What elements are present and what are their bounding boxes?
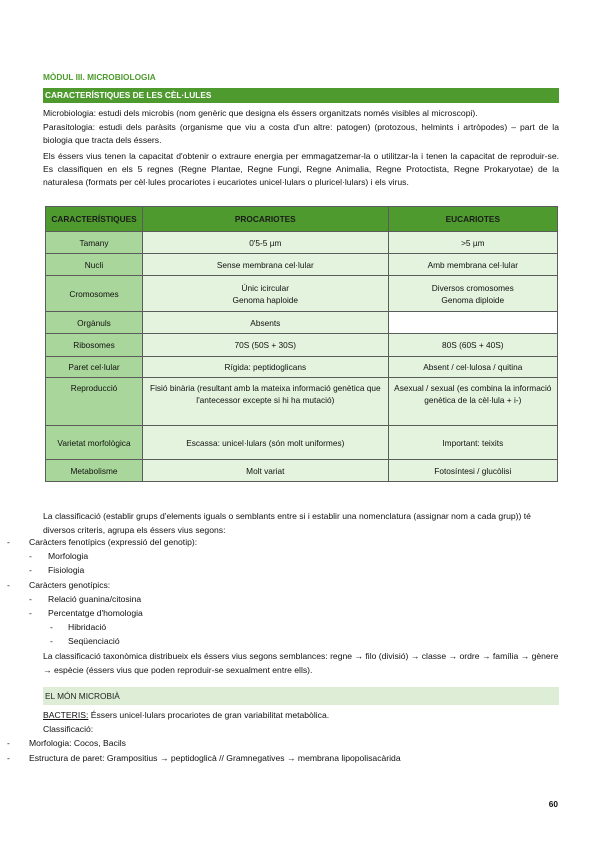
module-title: MÒDUL III. MICROBIOLOGIA bbox=[43, 72, 156, 82]
prokaryote-value: Molt variat bbox=[143, 460, 389, 482]
eukaryote-value: >5 µm bbox=[388, 232, 557, 254]
prokaryote-value: 0'5-5 µm bbox=[143, 232, 389, 254]
classification-intro: La classificació (establir grups d'elements iguals o semblants entre si i establir una nomenclatura (assignar nom a cada grup)) té diversos criteris, agrupa els éssers vius segons: bbox=[43, 511, 531, 536]
row-label: Reproducció bbox=[46, 378, 143, 426]
list-item: - Hibridació bbox=[50, 622, 107, 633]
prokaryote-value: Únic icircular Genoma haploide bbox=[143, 276, 389, 312]
list-item: - Caràcters genotípics: bbox=[7, 579, 111, 590]
prokaryote-value: 70S (50S + 30S) bbox=[143, 334, 389, 357]
row-label: Cromosomes bbox=[46, 276, 143, 312]
section-title: CARACTERÍSTIQUES DE LES CÈL·LULES bbox=[43, 88, 559, 103]
table-row bbox=[46, 232, 558, 254]
row-label: Orgànuls bbox=[46, 312, 143, 334]
prokaryote-value: Absents bbox=[143, 312, 389, 334]
bacteria-text: Éssers unicel·lulars procariotes de gran variabilitat metabòlica. bbox=[90, 710, 330, 720]
eukaryote-value: Amb membrana cel·lular bbox=[388, 254, 557, 276]
list-item: - Relació guanina/citosina bbox=[29, 593, 142, 604]
table-row bbox=[46, 312, 558, 334]
list-item: - Seqüenciació bbox=[50, 636, 120, 647]
eukaryote-value: Fotosíntesi / glucòlisi bbox=[388, 460, 557, 482]
row-label: Tamany bbox=[46, 232, 143, 254]
intro-microbiologia: Microbiologia: estudi dels microbis (nom genèric que designa els éssers organitzats només visibles al microscopi). bbox=[43, 108, 478, 118]
eukaryote-value: Asexual / sexual (es combina la informació genètica de la cèl·lula + i-) bbox=[388, 378, 557, 426]
list-item: - Percentatge d'homologia bbox=[29, 607, 143, 618]
cell-comparison-table bbox=[45, 206, 558, 482]
eukaryote-value: Absent / cel·lulosa / quitina bbox=[388, 357, 557, 378]
table-row bbox=[46, 357, 558, 378]
bacteria-section bbox=[7, 708, 559, 765]
header-prokaryotes: PROCARIOTES bbox=[143, 207, 389, 232]
prokaryote-value: Escassa: unicel·lulars (són molt uniformes) bbox=[143, 426, 389, 460]
table-row bbox=[46, 460, 558, 482]
eukaryote-value: Important: teixits bbox=[388, 426, 557, 460]
eukaryote-value: 80S (60S + 40S) bbox=[388, 334, 557, 357]
table-row bbox=[46, 378, 558, 426]
intro-essers-vius: Els éssers vius tenen la capacitat d'obtenir o extraure energia per emmagatzemar-la o utilitzar-la i tenen la capacitat de reproduir-se. Es classifiquen en els 5 regnes (Regne Plantae, Regne Fungi, Regne Animalia, Regne Protoctista, Regne Prokaryotae) de la naturalesa (formats per cèl·lules procariotes i eucariotes unicel·lulars o pluricel·lulars) i els virus. bbox=[43, 151, 559, 188]
row-label: Paret cel·lular bbox=[46, 357, 143, 378]
list-item: - Morfologia bbox=[29, 551, 89, 562]
eukaryote-value: Diversos cromosomes Genoma diploide bbox=[388, 276, 557, 312]
eukaryote-value bbox=[388, 312, 557, 334]
prokaryote-value: Rígida: peptidoglicans bbox=[143, 357, 389, 378]
classification-label: Classificació: bbox=[43, 724, 94, 735]
row-label: Varietat morfològica bbox=[46, 426, 143, 460]
prokaryote-value: Fisió binària (resultant amb la mateixa informació genètica que l'antecessor excepte si hi ha mutació) bbox=[143, 378, 389, 426]
bacteria-label: BACTERIS: bbox=[43, 710, 89, 720]
taxonomy-text: La classificació taxonòmica distribueix els éssers vius segons semblances: regne → filo (divisió) → classe → ordre → família → gènere → espècie (éssers vius que poden reproduir-se sexualment entre ells). bbox=[43, 650, 559, 675]
table-row bbox=[46, 426, 558, 460]
row-label: Metabolisme bbox=[46, 460, 143, 482]
criteria-list bbox=[7, 535, 563, 677]
list-item: - Fisiologia bbox=[29, 565, 85, 576]
list-item: - Estructura de paret: Grampositius → peptidoglicà // Gramnegatives → membrana lipopolisacàrida bbox=[7, 752, 401, 763]
table-row bbox=[46, 276, 558, 312]
page-number: 60 bbox=[548, 799, 558, 809]
prokaryote-value: Sense membrana cel·lular bbox=[143, 254, 389, 276]
list-item: - Caràcters fenotípics (expressió del genotip): bbox=[7, 537, 198, 547]
header-eukaryotes: EUCARIOTES bbox=[388, 207, 557, 232]
section2-title: EL MÓN MICROBIÀ bbox=[43, 687, 559, 705]
table-row bbox=[46, 334, 558, 357]
row-label: Nucli bbox=[46, 254, 143, 276]
row-label: Ribosomes bbox=[46, 334, 143, 357]
table-header-row bbox=[46, 207, 558, 232]
list-item: - Morfologia: Cocos, Bacils bbox=[7, 738, 126, 749]
table-row bbox=[46, 254, 558, 276]
intro-parasitologia: Parasitologia: estudi dels paràsits (organisme que viu a costa d'un altre: patogen) (protozous, helmints i artròpodes) – part de la biologia que tracta dels éssers. bbox=[43, 122, 559, 146]
bacteria-definition bbox=[43, 708, 559, 722]
header-characteristics: CARACTERÍSTIQUES bbox=[46, 207, 143, 232]
